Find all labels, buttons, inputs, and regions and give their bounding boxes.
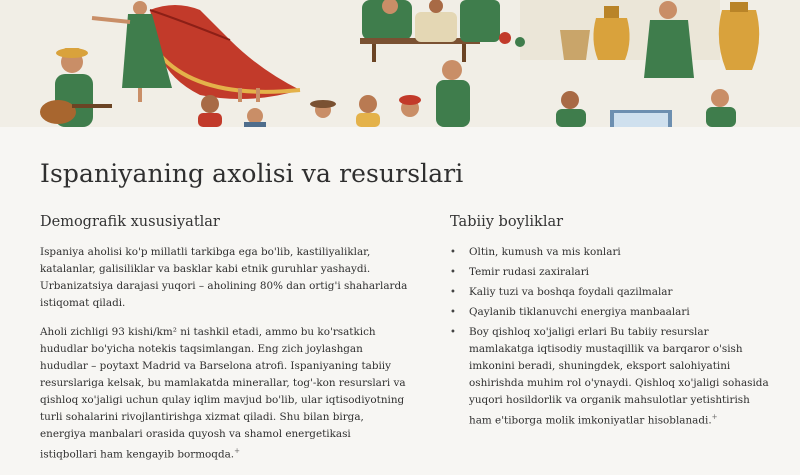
footnote-marker[interactable]: + (711, 413, 718, 421)
resources-heading: Tabiiy boyliklar (450, 214, 564, 230)
bullet-icon: • (450, 247, 456, 258)
list-item (450, 284, 770, 301)
demography-paragraph-2 (40, 324, 410, 463)
illustration-banner (0, 0, 800, 127)
bullet-icon: • (450, 267, 456, 278)
demography-paragraph-2-text: Aholi zichligi 93 kishi/km² ni tashkil etadi, ammo bu ko'rsatkich hududlar bo'yicha notekis taqsimlangan. Eng zich joylashgan hududlar – poytaxt Madrid va Barselona atrofi. Ispaniyaning tabiiy resurslariga kelsak, bu mamlakatda minerallar, tog'-kon resurslari va qishloq xo'jaligi uchun qulay iqlim mavjud bo'lib, ular iqtisodiyotning turli sohalarini rivojlantirishga xizmat qiladi. Shu bilan birga, energiya manbalari orasida quyosh va shamol energetikasi istiqbollari ham kengayib bormoqda. (40, 326, 406, 461)
resources-section (450, 214, 770, 432)
page-title: Ispaniyaning axolisi va resurslari (40, 159, 464, 188)
demography-section (40, 214, 410, 475)
list-item-text: Kaliy tuzi va boshqa foydali qazilmalar (469, 286, 673, 298)
resources-list (450, 244, 770, 429)
laptop-icon (610, 110, 672, 127)
content-area (0, 127, 800, 461)
list-item-text: Boy qishloq xo'jaligi erlari Bu tabiiy resurslar mamlakatga iqtisodiy mustaqillik va barqaror o'sish imkonini beradi, shuningdek, eksport salohiyatini oshirishda muhim rol o'ynaydi. Qishloq xo'jaligi sohasida yuqori hosildorlik va organik mahsulotlar yetishtirish ham e'tiborga molik imkoniyatlar hisoblanadi. (469, 326, 769, 427)
list-item-text: Qaylanib tiklanuvchi energiya manbaalari (469, 306, 690, 318)
demography-paragraph-1: Ispaniya aholisi ko'p millatli tarkibga ega bo'lib, kastiliyaliklar, katalanlar, galisiliklar va basklar kabi etnik guruhlar yashaydi. Urbanizatsiya darajasi yuqori – aholining 80% dan ortig'i shaharlarda istiqomat qiladi. (40, 246, 408, 309)
bullet-icon: • (450, 327, 456, 338)
banner-illustration (0, 0, 800, 127)
list-item (450, 244, 770, 261)
bullet-icon: • (450, 307, 456, 318)
list-item (450, 304, 770, 321)
list-item-text: Oltin, kumush va mis konlari (469, 246, 621, 258)
bullet-icon: • (450, 287, 456, 298)
list-item (450, 264, 770, 281)
list-item (450, 324, 770, 429)
footnote-marker[interactable]: + (234, 447, 240, 455)
demography-heading: Demografik xususiyatlar (40, 214, 220, 230)
list-item-text: Temir rudasi zaxiralari (469, 266, 590, 278)
